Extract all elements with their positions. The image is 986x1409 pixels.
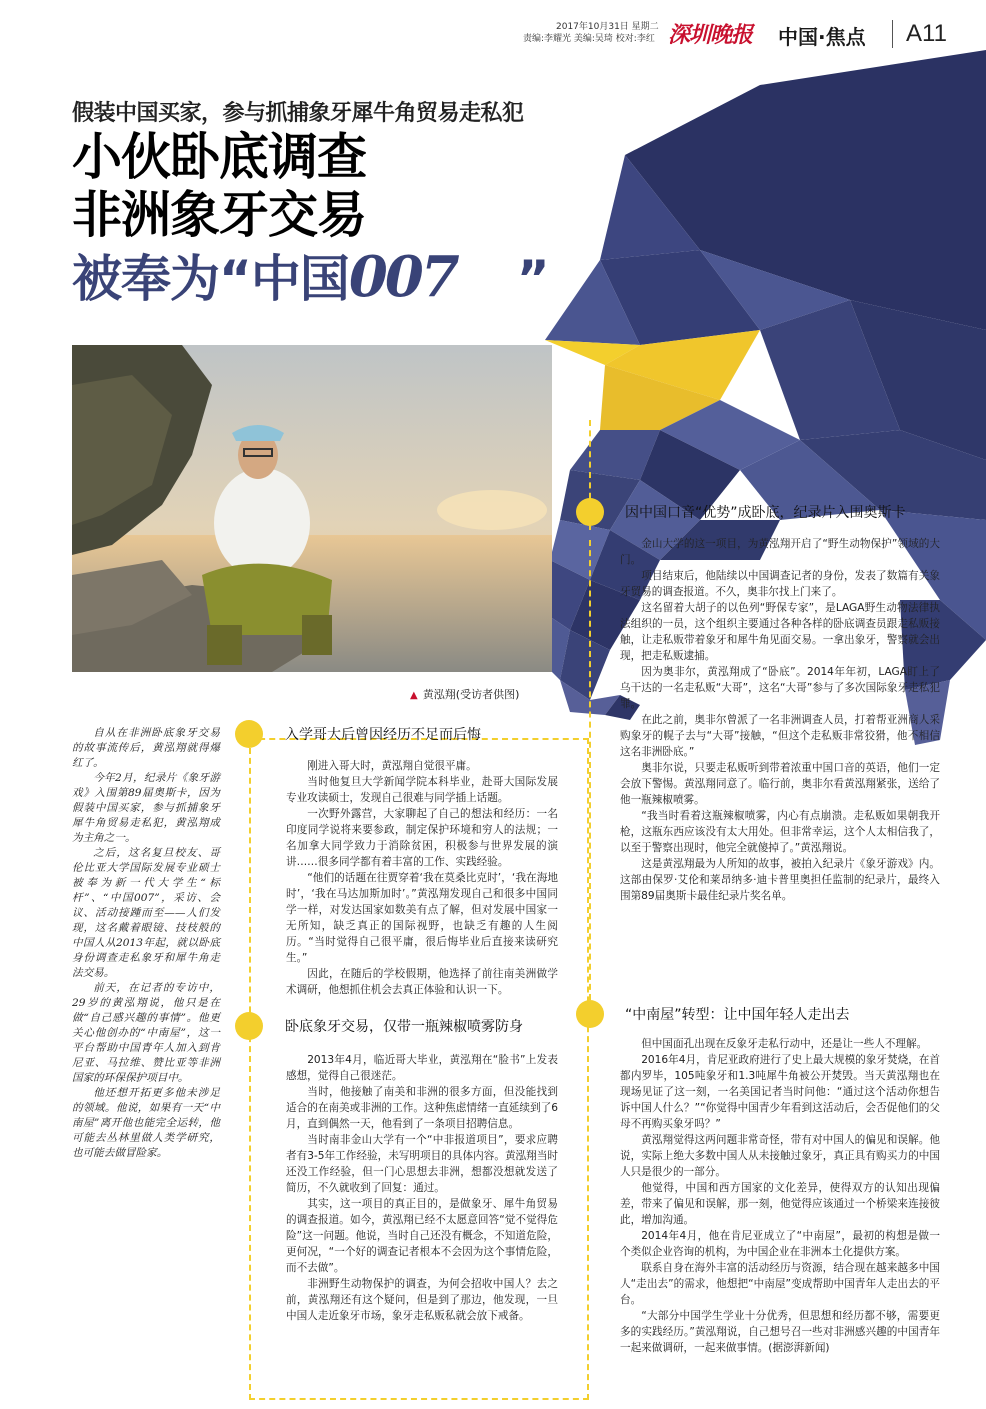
sidebar-paragraph: 他还想开拓更多他未涉足的领域。他说，如果有一天“中南屋”离开他也能完全运转，他可能去丛林里做人类学研究，也可能去做冒险家。 [72,1087,220,1159]
sidebar-paragraph: 之后，这名复旦校友、哥伦比亚大学国际发展专业硕士被奉为新一代大学生“标杆”、“中国007”，采访、会议、活动接踵而至——人们发现，这名戴着眼镜、技枝般的中国人从2013年起，就以卧底身份调查走私象牙和犀牛角走法交易。 [72,847,220,979]
subhead-1: 入学哥大后曾因经历不足而后悔 [285,727,481,743]
body-paragraph: 在此之前，奥非尔曾派了一名非洲调查人员，打着帮亚洲商人采购象牙的幌子去与“大哥”接触，“但这个走私贩非常狡猾，他不相信这名非洲卧底。” [620,714,940,758]
subhead-3: 因中国口音“优势”成卧底，纪录片入围奥斯卡 [625,505,906,521]
body-paragraph: 联系自身在海外丰富的活动经历与资源，结合现在越来越多中国人“走出去”的需求，他想把“中南屋”变成帮助中国青年人走出去的平台。 [620,1262,940,1306]
newspaper-logo: 深圳晚报 [668,22,753,48]
body-paragraph: 当时南非金山大学有一个“中非报道项目”，要求应聘者有3-5年工作经验，未写明项目的具体内容。黄泓翔当时还没工作经验，但一门心思想去非洲，想都没想就发送了简历，不久就收到了回复：通过。 [286,1134,558,1194]
dashed-connector-2 [589,540,591,1000]
headline-kicker: 假装中国买家，参与抓捕象牙犀牛角贸易走私犯 [72,101,524,126]
body-paragraph: 刚进入哥大时，黄泓翔自觉很平庸。 [307,760,477,772]
subhead-2: 卧底象牙交易，仅带一瓶辣椒喷雾防身 [285,1019,523,1035]
body-paragraph: 因为奥非尔，黄泓翔成了“卧底”。2014年年初，LAGA盯上了乌干达的一名走私贩“大哥”，这名“大哥”参与了多次国际象牙走私犯罪。 [620,666,940,710]
sidebar-paragraph: 前天，在记者的专访中，29岁的黄泓翔说，他只是在做“自己感兴趣的事情”。他更关心他创办的“中南屋”，这一平台帮助中国青年人加入到肯尼亚、马拉维、赞比亚等非洲国家的环保保护项目中。 [72,982,220,1084]
body-paragraph: 他觉得，中国和西方国家的文化差异，使得双方的认知出现偏差，带来了偏见和误解，那一刻，他觉得应该通过一个桥梁来连接彼此，增加沟通。 [620,1182,940,1226]
photo-caption [410,683,519,702]
body-paragraph: 但中国面孔出现在反象牙走私行动中，还是让一些人不理解。 [641,1038,928,1050]
body-paragraph: 2013年4月，临近哥大毕业，黄泓翔在“脸书”上发表感想，觉得自己很迷茫。 [286,1054,558,1082]
section-dot-icon [576,1000,604,1028]
sidebar-paragraph: 今年2月，纪录片《象牙游戏》入围第89届奥斯卡，因为假装中国买家，参与抓捕象牙犀牛角贸易走私犯，黄泓翔成为主角之一。 [72,772,220,844]
editor-credits: 责编:李耀光 美编:吴琦 校对:李红 [523,34,655,44]
section-dot-icon [576,498,604,526]
body-paragraph: “大部分中国学生学业十分优秀，但思想和经历都不够，需要更多的实践经历。”黄泓翔说，自己想号召一些对非洲感兴趣的中国青年一起来做调研，一起来做事情。(据澎湃新闻) [620,1310,940,1354]
body-paragraph: 非洲野生动物保护的调查，为何会招收中国人？去之前，黄泓翔还有这个疑问，但是到了那边，他发现，一旦中国人走近象牙市场，象牙走私贩私就会放下戒备。 [286,1278,558,1322]
section-4-body [620,1036,940,1356]
headline-007: 007 [348,244,457,310]
section-2-body [286,1052,558,1324]
headline-line-2: 非洲象牙交易 [72,186,366,244]
body-paragraph: 其实，这一项目的真正目的，是做象牙、犀牛角贸易的调查报道。如今，黄泓翔已经不太愿意回答“觉不觉得危险”这一问题。他说，当时自己还没有概念，不知道危险，更何况，“一个好的调查记者根本不会因为这个事情危险，而不去做”。 [286,1198,558,1274]
headline-line-1: 小伙卧底调查 [72,128,366,186]
body-paragraph: 项目结束后，他陆续以中国调查记者的身份，发表了数篇有关象牙贸易的调查报道。不久，奥非尔找上门来了。 [620,570,940,598]
body-paragraph: 当时，他接触了南美和非洲的很多方面，但没能找到适合的在南美或非洲的工作。这种焦虑情绪一直延续到了6月，直到偶然一天，他看到了一条项目招聘信息。 [286,1086,558,1130]
issue-date: 2017年10月31日 星期二 [556,22,659,32]
body-paragraph: “他们的话题在往贾穿着‘我在莫桑比克时’，‘我在海地时’，‘我在马达加斯加时’。”黄泓翔发现自己和很多中国同学一样，对发达国家如数美有点了解，但对发展中国家一无所知，缺乏真正的国际视野，也缺乏有趣的人生阅历。“当时觉得自己很平庸，很后悔毕业后直接来读研究生。” [286,872,558,964]
body-paragraph: 黄泓翔觉得这两问题非常奇怪，带有对中国人的偏见和误解。他说，实际上绝大多数中国人从未接触过象牙，真正具有购买力的中国人只是很少的一部分。 [620,1134,940,1178]
subhead-4: “中南屋”转型：让中国年轻人走出去 [625,1007,850,1023]
portrait-photo [72,345,552,672]
body-paragraph: 2016年4月，肯尼亚政府进行了史上最大规模的象牙焚烧，在首都内罗毕，105吨象牙和1.3吨犀牛角被公开焚毁。当天黄泓翔也在现场见证了这一刻，一名美国记者当时问他：“通过这个活动你想告诉中国人什么？”“你觉得中国青少年看到这活动后，会否促他们的父母不再购买象牙吗？” [620,1054,940,1130]
photo-scene [72,345,552,672]
section-3-body [620,536,940,904]
body-paragraph: 因此，在随后的学校假期，他选择了前往南美洲做学术调研，他想抓住机会去真正体验和认识一下。 [286,968,558,996]
body-paragraph: 一次野外露营，大家聊起了自己的想法和经历：一名印度同学说将来要参政，制定保护环境和穷人的法规；一名加拿大同学致力于消除贫困，积极参与世界发展的演讲……很多同学都有着丰富的工作、实践经验。 [286,808,558,868]
sidebar-paragraph: 自从在非洲卧底象牙交易的故事流传后，黄泓翔就得爆红了。 [72,727,220,769]
section-dot-icon [235,1012,263,1040]
photo-caption-text: 黄泓翔(受访者供图) [422,688,520,701]
section-dot-icon [235,720,263,748]
body-paragraph: 这名留着大胡子的以色列“野保专家”，是LAGA野生动物法律执法组织的一员，这个组织主要通过各种各样的卧底调查员跟走私贩接触，让走私贩带着象牙和犀牛角见面交易。一拿出象牙，警察就会出现，把走私贩逮捕。 [620,602,940,662]
triangle-icon: ▲ [410,690,418,701]
body-paragraph: “我当时看着这瓶辣椒喷雾，内心有点崩溃。走私贩如果朝我开枪，这瓶东西应该没有太大用处。但非常幸运，这个人太相信我了，以至于警察出现时，他完全就傻掉了。”黄泓翔说。 [620,810,940,854]
body-paragraph: 奥非尔说，只要走私贩听到带着浓重中国口音的英语，他们一定会放下警惕。黄泓翔同意了。临行前，奥非尔看黄泓翔紧张，送给了他一瓶辣椒喷雾。 [620,762,940,806]
section-1-body [286,758,558,998]
body-paragraph: 这是黄泓翔最为人所知的故事，被拍入纪录片《象牙游戏》内。这部由保罗·艾伦和莱昂纳多·迪卡普里奥担任监制的纪录片，最终入围第89届奥斯卡最佳纪录片奖名单。 [620,858,940,902]
headline-line-3 [72,244,549,310]
headline-line-3-prefix: 被奉为“中国 [72,250,349,308]
sidebar-intro [72,726,220,1161]
body-paragraph: 2014年4月，他在肯尼亚成立了“中南屋”，最初的构想是做一个类似企业咨询的机构，为中国企业在非洲本土化提供方案。 [620,1230,940,1258]
body-paragraph: 金山大学的这一项目，为黄泓翔开启了“野生动物保护”领域的大门。 [620,538,940,566]
body-paragraph: 当时他复旦大学新闻学院本科毕业，赴哥大国际发展专业攻读硕士，发现自己很难与同学插上话题。 [286,776,558,804]
section-title: 中国·焦点 [778,25,866,49]
headline-line-3-suffix: ” [516,250,549,308]
page-number: A11 [906,20,947,47]
